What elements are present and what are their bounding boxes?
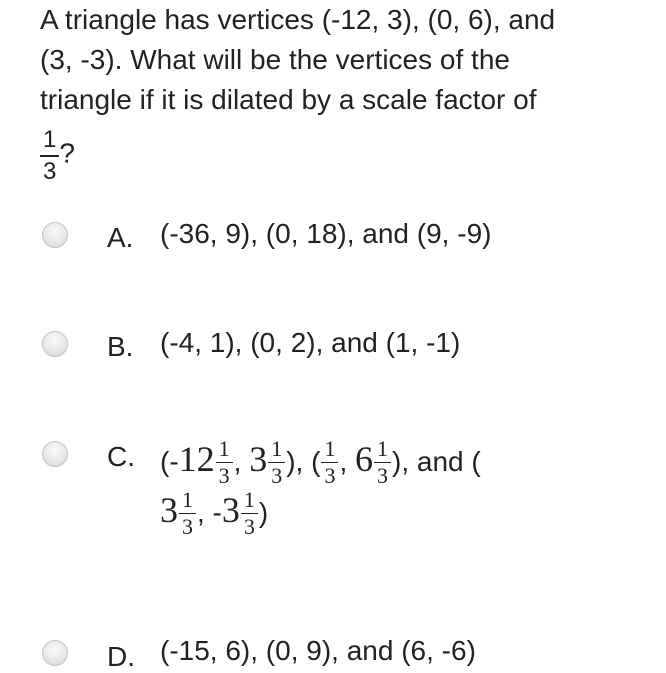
option-b-radio[interactable] [42, 331, 68, 357]
option-c-letter: C. [107, 441, 135, 472]
option-d-text: (-15, 6), (0, 9), and (6, -6) [160, 635, 476, 666]
option-a-letter: A. [107, 222, 134, 253]
whole-3: 3 [160, 490, 178, 531]
fraction [216, 438, 233, 487]
option-c-line-2 [160, 489, 481, 538]
paren-separator: ), ( [286, 446, 321, 477]
question-mark: ? [59, 137, 75, 169]
option-b-text: (-4, 1), (0, 2), and (1, -1) [160, 327, 461, 358]
numerator: 1 [271, 436, 283, 462]
denominator: 3 [321, 462, 338, 487]
comma-minus: , - [197, 497, 222, 529]
comma: , [339, 446, 355, 477]
question-text [40, 0, 650, 186]
fraction-denominator: 3 [40, 155, 59, 184]
scale-factor-fraction [40, 125, 59, 185]
numerator: 1 [182, 487, 193, 513]
option-c-text [160, 438, 481, 538]
whole-12: 12 [178, 439, 215, 479]
fraction [374, 438, 391, 487]
fraction [321, 438, 338, 487]
paren-close: ) [258, 497, 269, 529]
fraction-numerator: 1 [43, 125, 57, 153]
option-d-letter: D. [107, 641, 135, 672]
option-a-radio[interactable] [42, 222, 68, 248]
denominator: 3 [216, 462, 233, 487]
option-c-radio[interactable] [42, 441, 68, 467]
question-line-3: triangle if it is dilated by a scale factor of [40, 84, 537, 115]
fraction [179, 489, 196, 538]
option-b-letter: B. [107, 331, 134, 362]
whole-3: 3 [221, 490, 240, 531]
whole-6: 6 [355, 439, 373, 479]
denominator: 3 [241, 513, 258, 538]
numerator: 1 [377, 436, 388, 462]
option-a-text: (-36, 9), (0, 18), and (9, -9) [160, 218, 492, 249]
question-line-4 [40, 120, 650, 186]
comma: , [233, 446, 250, 477]
option-d-radio[interactable] [42, 640, 68, 666]
denominator: 3 [179, 513, 196, 538]
fraction [241, 489, 258, 538]
numerator: 1 [218, 436, 230, 462]
denominator: 3 [374, 462, 391, 487]
paren-and: ), and ( [392, 446, 481, 477]
denominator: 3 [268, 462, 285, 487]
question-line-1: A triangle has vertices (-12, 3), (0, 6), and [40, 4, 556, 35]
question-line-2: (3, -3). What will be the vertices of the [40, 44, 510, 75]
whole-3: 3 [249, 439, 268, 479]
fraction [268, 438, 285, 487]
numerator: 1 [243, 487, 255, 513]
numerator: 1 [324, 436, 336, 462]
option-c-line-1 [160, 438, 481, 487]
paren-open: (- [160, 446, 179, 477]
